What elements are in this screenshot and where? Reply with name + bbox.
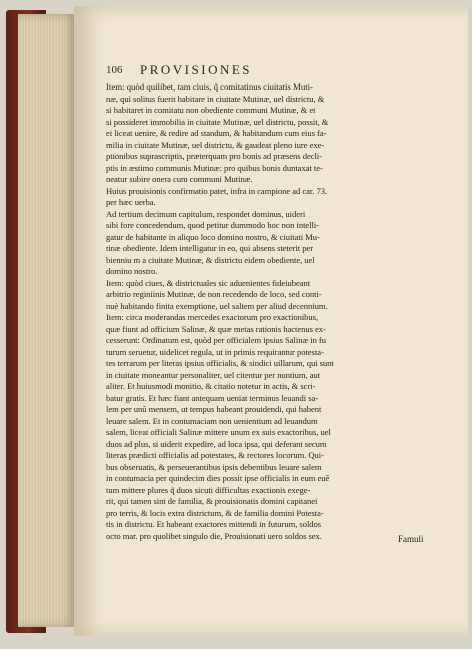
text-line: quæ fiunt ad officium Salinæ, & quæ metas rationis hactenus ex-: [106, 323, 326, 334]
text-line: si habitaret in comitatu non obediente communi Mutinæ, & et: [106, 105, 316, 115]
catchword: Famuli: [398, 534, 424, 544]
text-line: rit, qui tamen sint de familia, & prouisionatis domini capitanei: [106, 496, 318, 506]
text-line: sibi fore concedendum, quod petitur dummodo hoc non intelli-: [106, 220, 319, 230]
page-number: 106: [106, 64, 123, 76]
text-line: tinæ obediente. Idem intelligatur in eo, qui absens steterit per: [106, 243, 314, 253]
text-line: turum seruetur, uidelicet regula, ut in primis requirantur potesta-: [106, 346, 324, 357]
page-edges: [18, 14, 78, 627]
text-line: ptis in æstimo communis Mutinæ: pro quibus bonis duntaxat te-: [106, 162, 323, 173]
text-line: literas prædicti officialis ad potestates, & rectores locorum. Qui-: [106, 450, 324, 460]
text-line: si possideret immobilia in ciuitate Mutinæ, uel districtu, possit, &: [106, 116, 329, 127]
text-line: neatur subire onera cum communi Mutinæ.: [106, 174, 253, 184]
text-line: Huius prouisionis confirmatio patet, infra in campione ad car. 73.: [106, 185, 328, 196]
text-line: pro terris, & locis extra districtum, & de familia domini Potesta-: [106, 507, 324, 518]
text-line: per hæc uerba.: [106, 197, 156, 207]
text-line: Item: quòd quilibet, tam ciuis, q̃ comitatinus ciuitatis Muti-: [106, 82, 313, 92]
text-line: arbitrio reginiinis Mutinæ, de non recedendo de loco, sed conti-: [106, 289, 322, 299]
text-line: bienniu m a ciuitate Mutinæ, & districtu eidem obediente, uel: [106, 254, 315, 265]
running-head: PROVISIONES: [140, 62, 253, 77]
text-line: tis in districtu. Et habeant exactores mittendi in futurum, soldos: [106, 519, 322, 529]
text-line: duos ad plus, si uiderit expedire, ad loca ipsa, qui deferant secum: [106, 438, 327, 449]
text-line: lem per unū mensem, ut tempus habeant prouidendi, qui habent: [106, 404, 322, 414]
text-line: in contumacia per quindecim dies possit ipse officialis in eum euē: [106, 473, 330, 483]
text-line: næ, qui solitus fuerit habitare in ciuitate Mutinæ, uel districtu, &: [106, 93, 325, 104]
text-line: aliter. Et huiusmodi monitio, & citatio notetur in actis, & scri-: [106, 381, 316, 391]
text-line: Item: quòd ciues, & districtuales sic aduenientes fideiubeant: [106, 277, 311, 288]
text-line: salem, liceat officiali Salinæ mittere unum ex suis exactoribus, uel: [106, 427, 331, 437]
text-line: tum mittere plures q̃ duos sicuti difficultas exactionis exege-: [106, 484, 311, 495]
text-line: Item: circa moderandas mercedes exactorum pro exactionibus,: [106, 312, 319, 322]
text-line: tes terrarum per literas ipsius officialis, & sindici uillarum, qui sunt: [106, 358, 334, 368]
text-line: Ad tertium decimum capitulum, respondet dominus, uideri: [106, 208, 306, 219]
text-line: cesserunt: Ordinatum est, quòd per officialem ipsius Salinæ in fu: [106, 335, 326, 345]
text-line: gatur de habitante in aliquo loco domino nostro, & ciuitati Mu-: [106, 231, 320, 242]
text-line: ei liceat uenire, & redire ad standum, & habitandum cum eius fa-: [106, 128, 327, 138]
page-header: [106, 62, 436, 78]
text-line: leuare salem. Et in contumaciam non uenientium ad leuandum: [106, 415, 318, 426]
text-line: in ciuitate moneantur personaliter, uel citentur per nuntium, aut: [106, 369, 321, 380]
text-line: ptionibus suprascriptis, præterquam pro bonis ad præsens decli-: [106, 151, 322, 161]
text-line: bus obseruatis, & perseuerantibus ipsis debentibus leuare salem: [106, 461, 322, 472]
text-line: milia in ciuitate Mutinæ, uel districtu, & gaudeat pleno iure exe-: [106, 139, 325, 150]
text-line: nuè habitando finita exemptione, uel saltem per aliud decennium.: [106, 300, 328, 311]
text-line: octo mar. pro quolibet singulo die, Prouisionati uero soldos sex.: [106, 530, 322, 541]
text-line: batur gratis. Et hæc fiant antequam ueniat terminus leuandi sa-: [106, 392, 319, 403]
text-line: domino nostro.: [106, 266, 158, 276]
